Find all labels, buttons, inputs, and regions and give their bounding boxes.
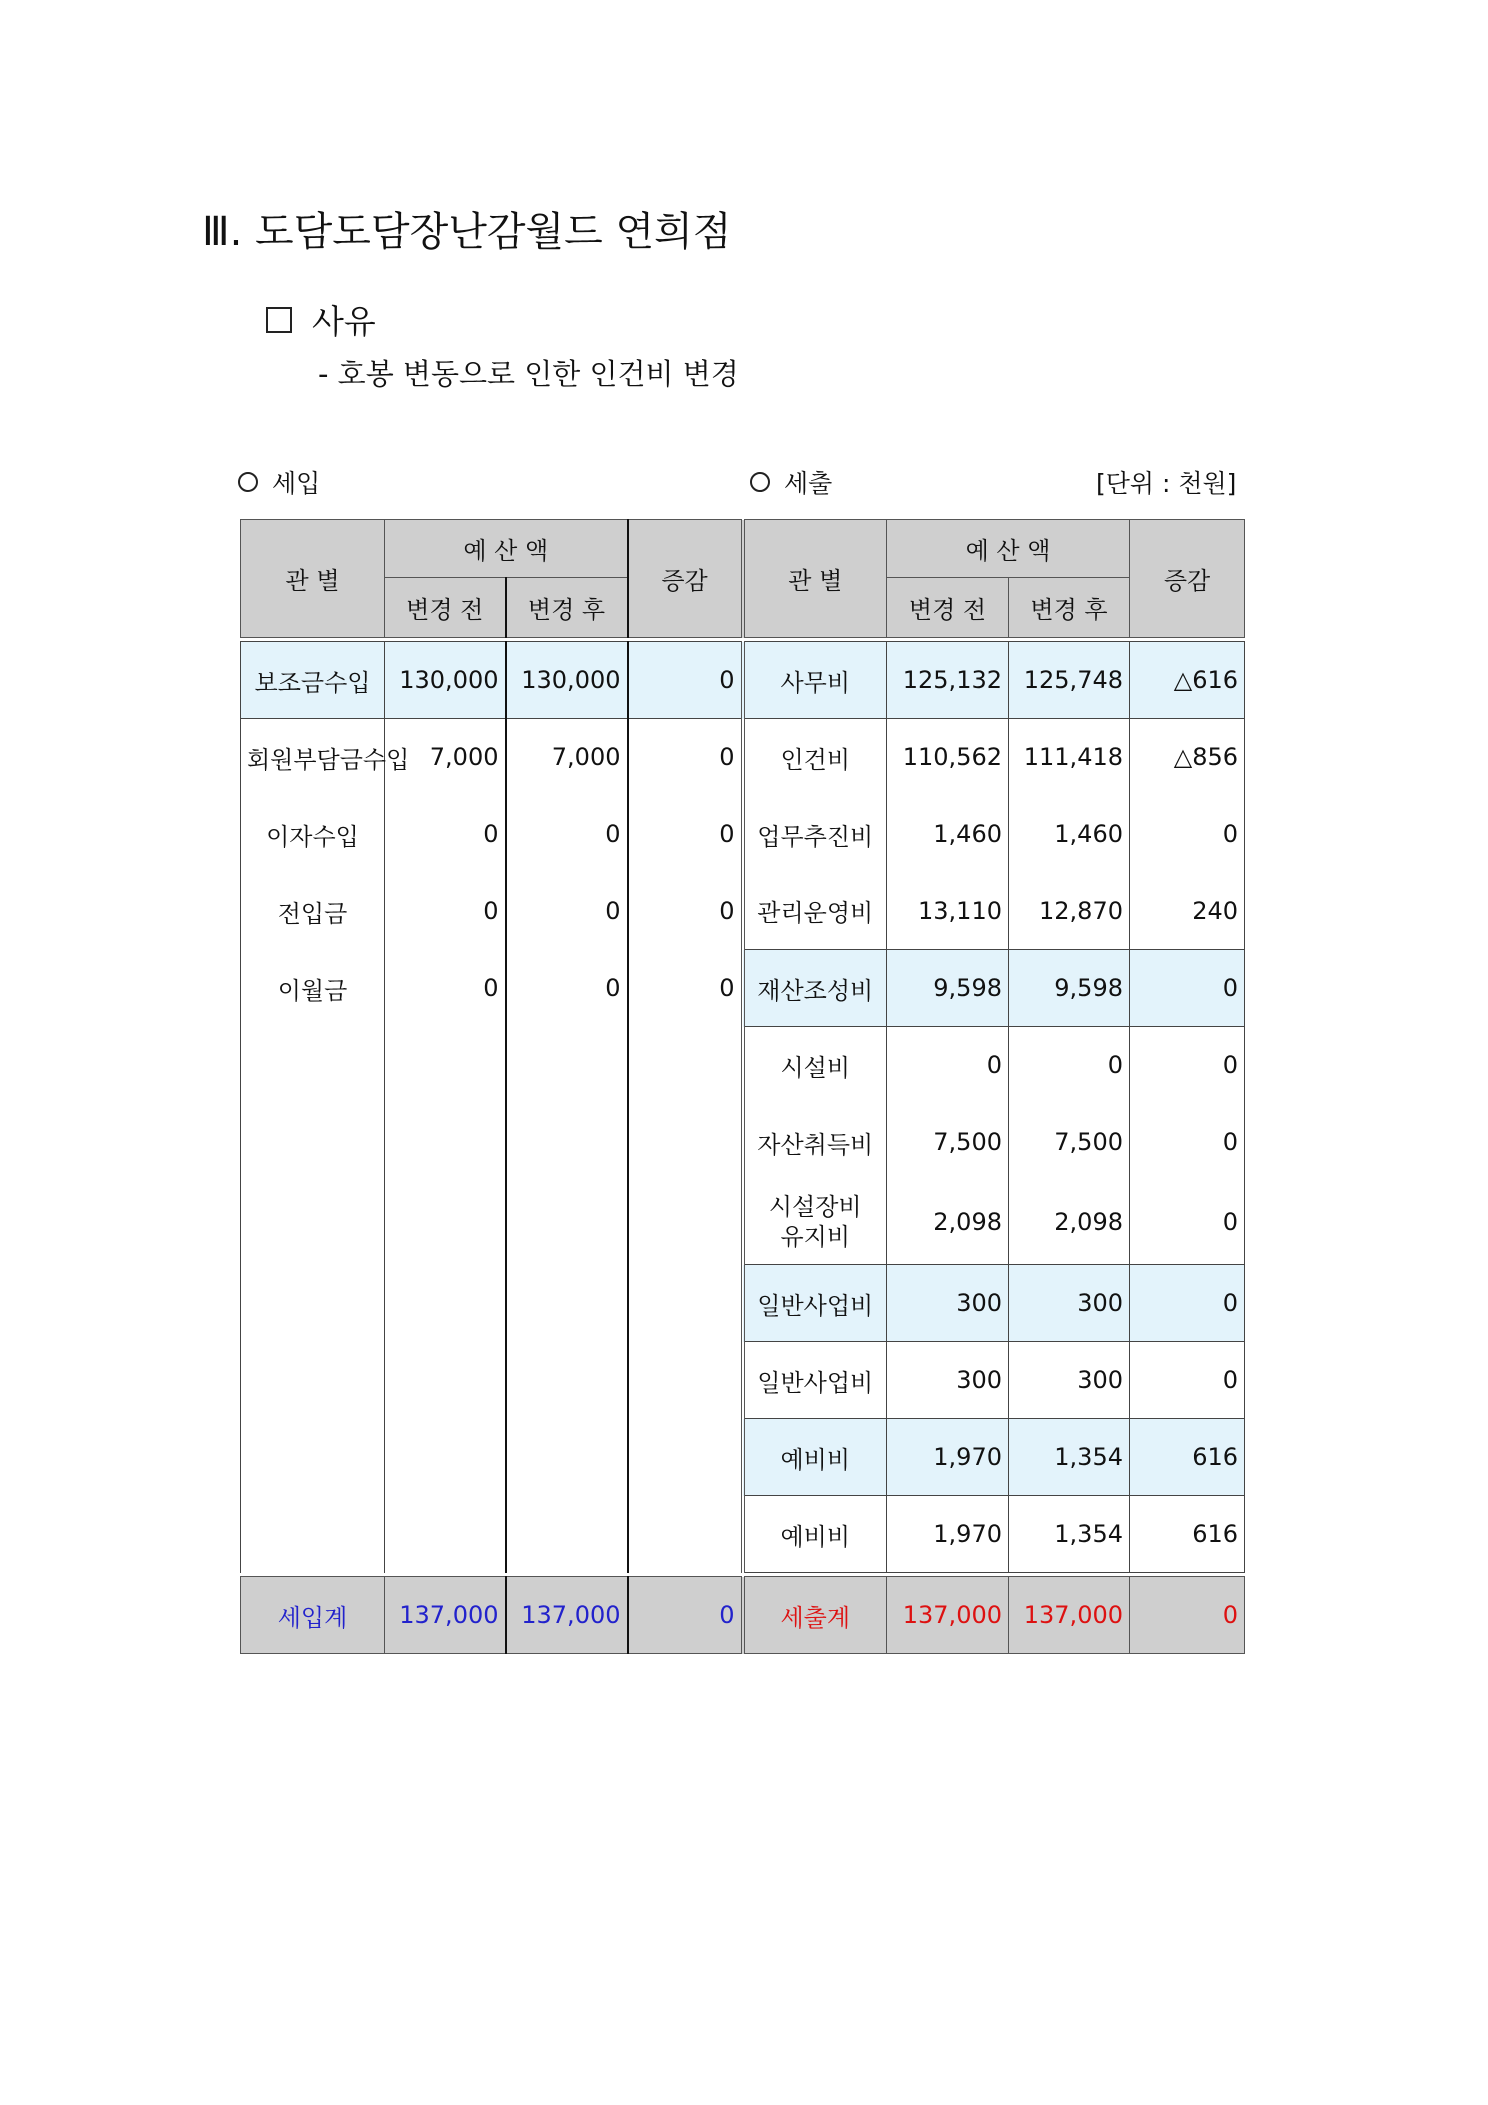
exp-category-cell: 시설장비 유지비 <box>743 1181 887 1265</box>
exp-change-cell: 616 <box>1130 1496 1245 1573</box>
rev-after-cell: 7,000 <box>506 719 628 796</box>
exp-before-cell: 300 <box>887 1265 1009 1342</box>
exp-after-cell: 111,418 <box>1009 719 1130 796</box>
rev-after-cell <box>506 1496 628 1573</box>
exp-category-cell: 재산조성비 <box>743 950 887 1027</box>
rev-category-cell <box>241 1027 385 1104</box>
circle-bullet-icon <box>238 472 258 492</box>
exp-before-cell: 1,970 <box>887 1496 1009 1573</box>
rev-change-cell <box>628 1419 743 1496</box>
rev-category-cell <box>241 1181 385 1265</box>
exp-before-cell: 0 <box>887 1027 1009 1104</box>
table-row <box>241 1027 1245 1104</box>
exp-after-cell: 1,460 <box>1009 796 1130 873</box>
exp-category-cell: 업무추진비 <box>743 796 887 873</box>
rev-total-change: 0 <box>628 1577 743 1654</box>
rev-change-cell: 0 <box>628 873 743 950</box>
exp-after-cell: 0 <box>1009 1027 1130 1104</box>
exp-before-cell: 13,110 <box>887 873 1009 950</box>
exp-change-header: 증감 <box>1130 520 1245 638</box>
rev-change-cell: 0 <box>628 796 743 873</box>
exp-change-cell: 0 <box>1130 796 1245 873</box>
exp-before-cell: 300 <box>887 1342 1009 1419</box>
rev-change-header: 증감 <box>628 520 743 638</box>
rev-change-cell <box>628 1496 743 1573</box>
rev-before-cell <box>385 1419 506 1496</box>
rev-total-label: 세입계 <box>241 1577 385 1654</box>
table-row <box>241 1265 1245 1342</box>
unit-label: [단위 : 천원] <box>1096 469 1237 498</box>
table-row <box>241 719 1245 796</box>
exp-total-before: 137,000 <box>887 1577 1009 1654</box>
exp-after-cell: 300 <box>1009 1342 1130 1419</box>
exp-change-cell: 0 <box>1130 1027 1245 1104</box>
page-title: Ⅲ. 도담도담장난감월드 연희점 <box>202 209 732 255</box>
exp-change-cell: 240 <box>1130 873 1245 950</box>
rev-after-cell: 130,000 <box>506 642 628 719</box>
exp-before-cell: 1,970 <box>887 1419 1009 1496</box>
exp-after-header: 변경 후 <box>1009 578 1130 638</box>
rev-before-cell <box>385 1496 506 1573</box>
rev-change-cell <box>628 1265 743 1342</box>
exp-category-cell: 예비비 <box>743 1419 887 1496</box>
rev-category-cell <box>241 1104 385 1181</box>
rev-category-cell: 전입금 <box>241 873 385 950</box>
rev-before-header: 변경 전 <box>385 578 506 638</box>
exp-before-header: 변경 전 <box>887 578 1009 638</box>
rev-after-cell <box>506 1419 628 1496</box>
exp-category-cell: 예비비 <box>743 1496 887 1573</box>
rev-after-cell <box>506 1104 628 1181</box>
rev-category-cell <box>241 1496 385 1573</box>
rev-change-cell: 0 <box>628 719 743 796</box>
exp-category-cell: 시설비 <box>743 1027 887 1104</box>
rev-before-cell <box>385 1027 506 1104</box>
exp-after-cell: 125,748 <box>1009 642 1130 719</box>
rev-change-cell <box>628 1342 743 1419</box>
exp-change-cell: △856 <box>1130 719 1245 796</box>
rev-before-cell <box>385 1104 506 1181</box>
table-row <box>241 950 1245 1027</box>
rev-before-cell: 0 <box>385 796 506 873</box>
exp-total-after: 137,000 <box>1009 1577 1130 1654</box>
exp-category-cell: 일반사업비 <box>743 1265 887 1342</box>
checkbox-square-icon <box>266 307 292 333</box>
rev-after-cell: 0 <box>506 950 628 1027</box>
exp-before-cell: 110,562 <box>887 719 1009 796</box>
exp-before-cell: 7,500 <box>887 1104 1009 1181</box>
rev-category-cell: 회원부담금수입 <box>241 719 385 796</box>
table-row <box>241 1342 1245 1419</box>
exp-category-cell: 사무비 <box>743 642 887 719</box>
exp-after-cell: 1,354 <box>1009 1496 1130 1573</box>
table-row <box>241 873 1245 950</box>
exp-category-header: 관 별 <box>743 520 887 638</box>
rev-after-cell <box>506 1181 628 1265</box>
table-row <box>241 796 1245 873</box>
exp-category-cell: 자산취득비 <box>743 1104 887 1181</box>
rev-before-cell <box>385 1181 506 1265</box>
rev-after-cell: 0 <box>506 873 628 950</box>
table-row <box>241 642 1245 719</box>
exp-category-cell: 일반사업비 <box>743 1342 887 1419</box>
rev-category-cell: 보조금수입 <box>241 642 385 719</box>
rev-category-cell <box>241 1342 385 1419</box>
reason-heading <box>266 296 376 343</box>
rev-before-cell: 7,000 <box>385 719 506 796</box>
rev-category-cell <box>241 1265 385 1342</box>
exp-category-cell: 관리운영비 <box>743 873 887 950</box>
exp-change-cell: 0 <box>1130 950 1245 1027</box>
reason-detail: - 호봉 변동으로 인한 인건비 변경 <box>318 357 739 391</box>
budget-table <box>240 519 1245 1654</box>
rev-change-cell: 0 <box>628 642 743 719</box>
table-row <box>241 1496 1245 1573</box>
rev-category-cell: 이자수입 <box>241 796 385 873</box>
circle-bullet-icon <box>750 472 770 492</box>
exp-budget-header: 예 산 액 <box>887 520 1130 578</box>
revenue-label-text: 세입 <box>272 469 321 498</box>
exp-change-cell: 0 <box>1130 1342 1245 1419</box>
expenditure-section-label <box>750 464 832 500</box>
rev-change-cell <box>628 1027 743 1104</box>
rev-total-after: 137,000 <box>506 1577 628 1654</box>
rev-before-cell: 130,000 <box>385 642 506 719</box>
exp-change-cell: 0 <box>1130 1104 1245 1181</box>
exp-after-cell: 2,098 <box>1009 1181 1130 1265</box>
exp-before-cell: 1,460 <box>887 796 1009 873</box>
rev-change-cell <box>628 1181 743 1265</box>
exp-before-cell: 125,132 <box>887 642 1009 719</box>
exp-total-label: 세출계 <box>743 1577 887 1654</box>
exp-after-cell: 9,598 <box>1009 950 1130 1027</box>
rev-after-cell <box>506 1027 628 1104</box>
exp-change-cell: △616 <box>1130 642 1245 719</box>
rev-change-cell <box>628 1104 743 1181</box>
rev-category-header: 관 별 <box>241 520 385 638</box>
rev-after-cell <box>506 1342 628 1419</box>
expenditure-label-text: 세출 <box>784 469 833 498</box>
table-row <box>241 1419 1245 1496</box>
exp-total-change: 0 <box>1130 1577 1245 1654</box>
rev-category-cell: 이월금 <box>241 950 385 1027</box>
rev-before-cell <box>385 1342 506 1419</box>
exp-after-cell: 7,500 <box>1009 1104 1130 1181</box>
rev-after-cell <box>506 1265 628 1342</box>
totals-row <box>241 1577 1245 1654</box>
exp-after-cell: 1,354 <box>1009 1419 1130 1496</box>
rev-after-cell: 0 <box>506 796 628 873</box>
exp-change-cell: 616 <box>1130 1419 1245 1496</box>
rev-total-before: 137,000 <box>385 1577 506 1654</box>
exp-change-cell: 0 <box>1130 1181 1245 1265</box>
reason-heading-label: 사유 <box>312 302 376 341</box>
exp-before-cell: 2,098 <box>887 1181 1009 1265</box>
exp-category-cell: 인건비 <box>743 719 887 796</box>
table-row <box>241 1181 1245 1265</box>
rev-change-cell: 0 <box>628 950 743 1027</box>
rev-before-cell: 0 <box>385 873 506 950</box>
exp-before-cell: 9,598 <box>887 950 1009 1027</box>
rev-before-cell <box>385 1265 506 1342</box>
rev-before-cell: 0 <box>385 950 506 1027</box>
rev-budget-header: 예 산 액 <box>385 520 628 578</box>
exp-after-cell: 300 <box>1009 1265 1130 1342</box>
revenue-section-label <box>238 464 320 500</box>
table-row <box>241 1104 1245 1181</box>
exp-after-cell: 12,870 <box>1009 873 1130 950</box>
rev-category-cell <box>241 1419 385 1496</box>
exp-change-cell: 0 <box>1130 1265 1245 1342</box>
rev-after-header: 변경 후 <box>506 578 628 638</box>
